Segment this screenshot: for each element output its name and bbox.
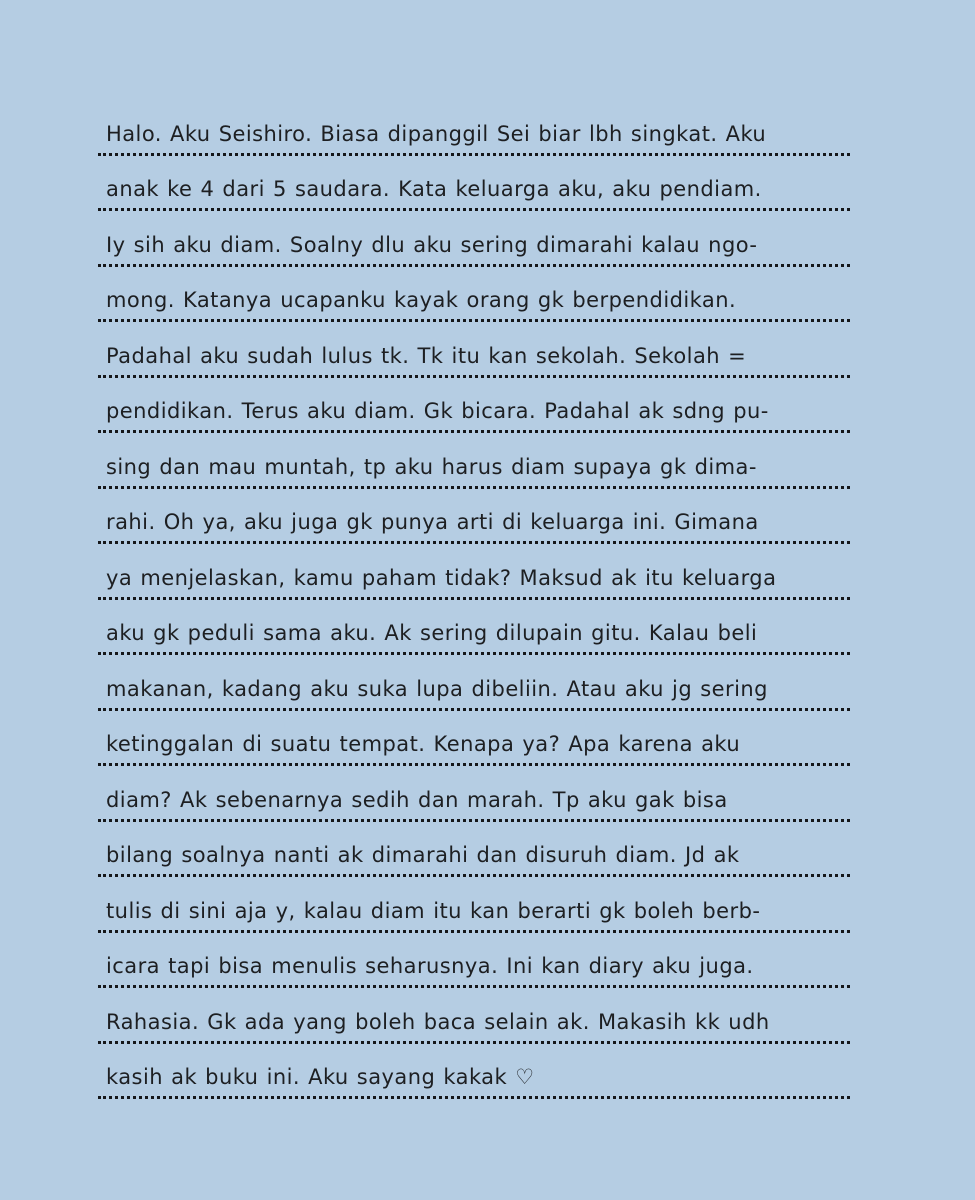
diary-line-text: mong. Katanya ucapanku kayak orang gk berpendidikan. [106, 288, 737, 312]
diary-line-text: icara tapi bisa menulis seharusnya. Ini kan diary aku juga. [106, 954, 754, 978]
diary-line-text: rahi. Oh ya, aku juga gk punya arti di keluarga ini. Gimana [106, 510, 759, 534]
diary-line [98, 267, 850, 323]
diary-line [98, 655, 850, 711]
diary-line-text: aku gk peduli sama aku. Ak sering dilupain gitu. Kalau beli [106, 621, 758, 645]
diary-line-text: Padahal aku sudah lulus tk. Tk itu kan sekolah. Sekolah = [106, 343, 747, 368]
diary-line [98, 378, 850, 434]
diary-line [98, 489, 850, 545]
diary-line-text: Iy sih aku diam. Soalny dlu aku sering dimarahi kalau ngo- [106, 232, 758, 257]
diary-line-text: bilang soalnya nanti ak dimarahi dan disuruh diam. Jd ak [106, 843, 740, 867]
diary-line [98, 766, 850, 822]
diary-line-text: kasih ak buku ini. Aku sayang kakak ♡ [106, 1065, 535, 1089]
diary-line [98, 600, 850, 656]
diary-line-text: anak ke 4 dari 5 saudara. Kata keluarga aku, aku pendiam. [106, 177, 762, 201]
diary-line-text: Rahasia. Gk ada yang boleh baca selain ak. Makasih kk udh [106, 1009, 770, 1034]
diary-line [98, 877, 850, 933]
diary-line-text: sing dan mau muntah, tp aku harus diam supaya gk dima- [106, 454, 757, 479]
diary-line [98, 156, 850, 212]
diary-line [98, 988, 850, 1044]
diary-line [98, 100, 850, 156]
diary-line-text: tulis di sini aja y, kalau diam itu kan berarti gk boleh berb- [106, 898, 761, 923]
diary-line-text: Halo. Aku Seishiro. Biasa dipanggil Sei biar lbh singkat. Aku [106, 121, 767, 146]
diary-line [98, 933, 850, 989]
diary-line [98, 211, 850, 267]
diary-line [98, 711, 850, 767]
diary-line-text: makanan, kadang aku suka lupa dibeliin. Atau aku jg sering [106, 676, 768, 701]
diary-line [98, 822, 850, 878]
diary-line [98, 322, 850, 378]
diary-line [98, 544, 850, 600]
diary-line-text: diam? Ak sebenarnya sedih dan marah. Tp aku gak bisa [106, 787, 728, 812]
diary-line-text: pendidikan. Terus aku diam. Gk bicara. Padahal ak sdng pu- [106, 399, 769, 423]
diary-lines [98, 100, 850, 1099]
diary-line [98, 1044, 850, 1100]
diary-line [98, 433, 850, 489]
diary-line-text: ya menjelaskan, kamu paham tidak? Maksud ak itu keluarga [106, 565, 777, 590]
diary-line-text: ketinggalan di suatu tempat. Kenapa ya? Apa karena aku [106, 732, 741, 756]
